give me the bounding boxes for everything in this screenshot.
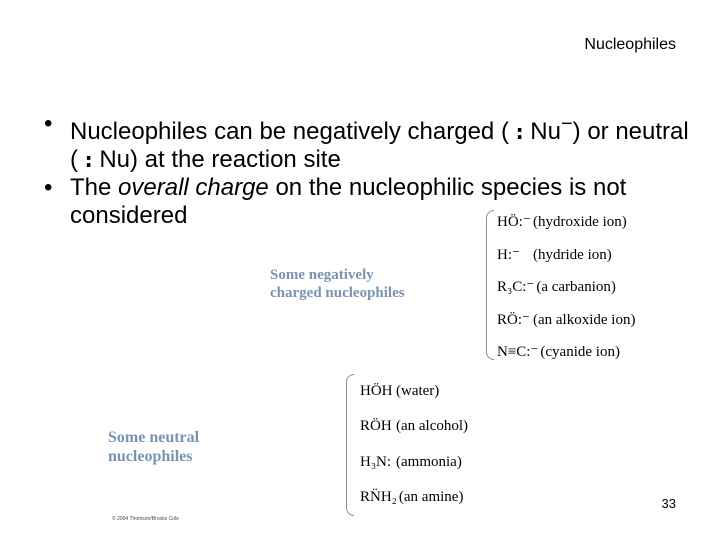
negative-charge: − xyxy=(560,113,573,135)
slide-title: Nucleophiles xyxy=(584,36,676,53)
neutral-group-label xyxy=(108,428,199,466)
species-alkoxide xyxy=(497,310,635,329)
bullet-text: The xyxy=(70,174,119,201)
bullet-dot: • xyxy=(44,110,53,137)
species-formula: R₃C:⁻ xyxy=(497,279,535,295)
species-formula: H:⁻ xyxy=(497,247,520,263)
species-formula: HÖH xyxy=(360,383,393,399)
page-number: 33 xyxy=(661,496,676,511)
species-amine xyxy=(360,489,463,506)
species-formula: H₃N: xyxy=(360,454,392,470)
species-ammonia xyxy=(360,454,462,471)
species-hydride xyxy=(497,245,612,264)
neutral-group-brace xyxy=(346,374,354,516)
label-line: Some negatively xyxy=(270,267,374,283)
species-description: (hydroxide ion) xyxy=(533,214,627,230)
species-formula: RÖ:⁻ xyxy=(497,312,530,328)
species-description: (a carbanion) xyxy=(536,279,616,295)
bullet-dot: • xyxy=(44,174,53,201)
species-formula: N≡C:⁻ xyxy=(497,344,539,360)
bullet-text: ) or neutral ( xyxy=(70,118,689,173)
bullet-text: Nu xyxy=(530,118,561,145)
species-description: (ammonia) xyxy=(396,454,462,470)
species-cyanide xyxy=(497,342,620,361)
species-description: (cyanide ion) xyxy=(540,344,620,360)
species-description: (hydride ion) xyxy=(533,247,612,263)
bullet-item xyxy=(40,110,700,174)
species-description: (water) xyxy=(396,383,440,399)
label-line: charged nucleophiles xyxy=(270,285,405,301)
species-formula: RN̈H₂ xyxy=(360,489,397,505)
species-alcohol xyxy=(360,418,468,435)
negative-group-brace xyxy=(486,210,494,360)
species-description: (an amine) xyxy=(398,489,464,505)
negative-group-label xyxy=(270,266,405,302)
bullet-text: Nu) at the reaction site xyxy=(92,146,341,173)
species-formula: RÖH xyxy=(360,418,392,434)
label-line: Some neutral xyxy=(108,429,200,446)
bullet-text: on the nucleophilic species is not considered xyxy=(70,174,627,229)
bullet-text: Nucleophiles can be negatively charged ( xyxy=(70,118,509,145)
species-water xyxy=(360,383,439,400)
species-formula: HÖ:⁻ xyxy=(497,214,531,230)
species-description: (an alcohol) xyxy=(396,418,469,434)
species-carbanion xyxy=(497,277,616,296)
label-line: nucleophiles xyxy=(108,448,193,465)
emphasis-text: overall charge xyxy=(118,174,269,201)
copyright-footnote: © 2004 Thomson/Brooks Cole xyxy=(112,516,179,522)
species-hydroxide xyxy=(497,212,627,231)
lone-pair-colon: : xyxy=(84,148,93,172)
species-description: (an alkoxide ion) xyxy=(533,312,636,328)
lone-pair-colon: : xyxy=(515,120,524,144)
